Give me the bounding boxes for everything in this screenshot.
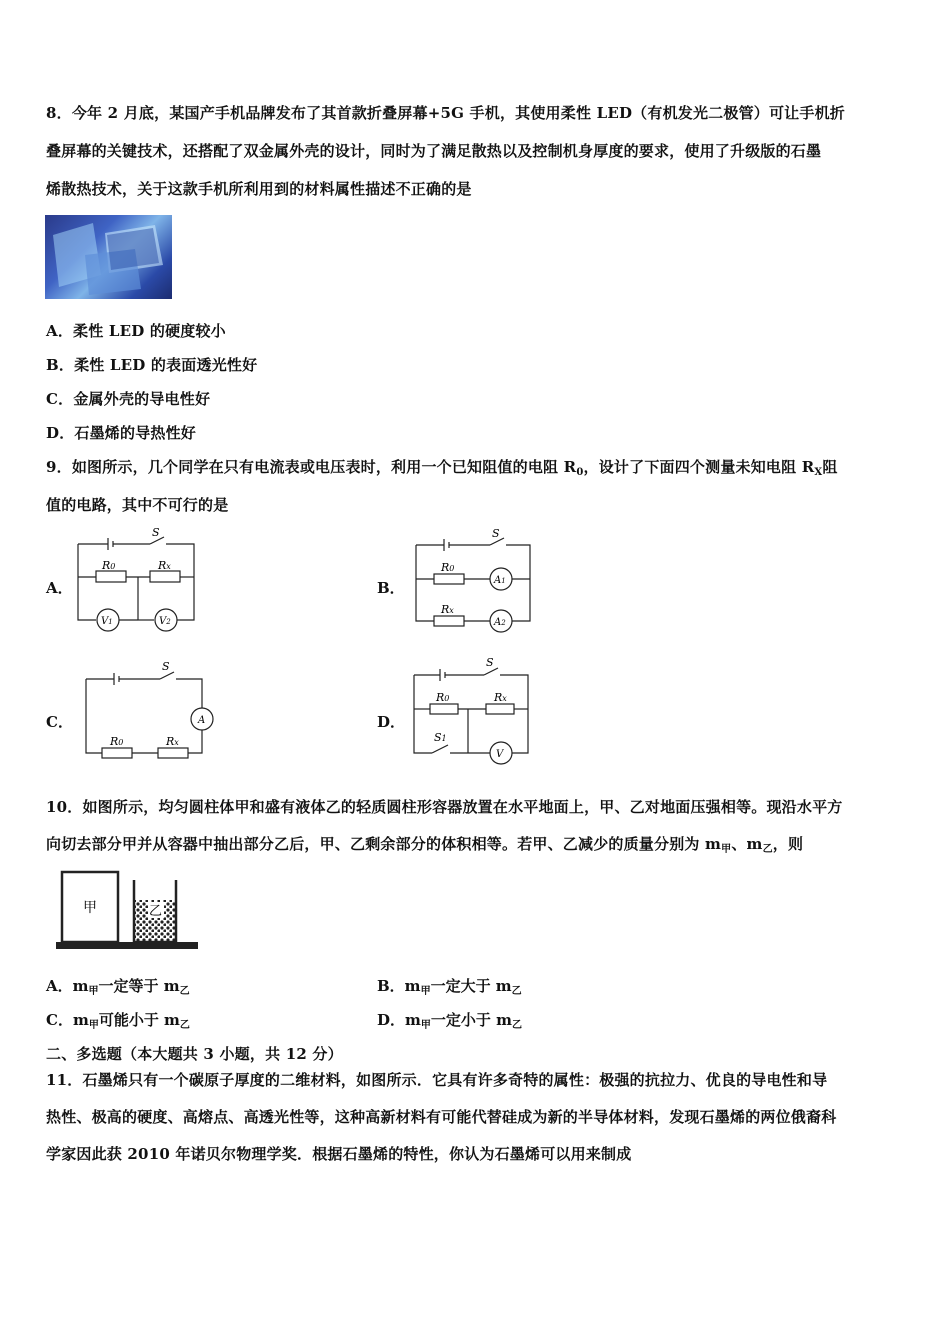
svg-text:Rx: Rx (441, 603, 454, 616)
resistor-rx (486, 704, 514, 714)
svg-text:乙: 乙 (149, 904, 163, 919)
svg-text:Rx: Rx (158, 559, 171, 572)
svg-text:Rx: Rx (494, 691, 507, 704)
section-2-header: 二、多选题（本大题共 3 小题，共 12 分） (46, 1045, 343, 1063)
circuit-a-diagram (72, 522, 202, 634)
resistor-rx (434, 616, 464, 626)
svg-text:A1: A1 (494, 575, 506, 586)
q8-option-b: B．柔性 LED 的表面透光性好 (46, 356, 258, 374)
svg-text:R0: R0 (436, 691, 450, 704)
svg-text:V1: V1 (101, 616, 113, 627)
q8-line-2: 叠屏幕的关键技术，还搭配了双金属外壳的设计，同时为了满足散热以及控制机身厚度的要求，使用了升级版的石墨 (46, 142, 822, 160)
resistor-r0 (430, 704, 458, 714)
svg-text:S: S (486, 656, 494, 669)
resistor-rx (158, 748, 188, 758)
resistor-r0 (96, 571, 126, 582)
q10-option-c: C．$m_甲$可能小于 $m_乙$ (46, 1011, 190, 1031)
circuit-c-label: C． (46, 713, 73, 731)
q10-line-1: 10．如图所示，均匀圆柱体甲和盛有液体乙的轻质圆柱形容器放置在水平地面上，甲、乙对地面压强相等。现沿水平方 (46, 798, 843, 816)
foldable-phone-image (45, 215, 172, 299)
circuit-c-diagram (80, 657, 220, 765)
q9-line-2: 值的电路，其中不可行的是 (46, 496, 229, 514)
resistor-rx (150, 571, 180, 582)
circuit-b-label: B． (377, 579, 405, 597)
ground (56, 942, 198, 949)
q8-option-d: D．石墨烯的导热性好 (46, 424, 197, 442)
q8-line-1: 8．今年 2 月底，某国产手机品牌发布了其首款折叠屏幕+5G 手机，其使用柔性 LED（有机发光二极管）可让手机折 (46, 104, 845, 122)
circuit-b-diagram (408, 525, 540, 633)
svg-text:A2: A2 (494, 617, 506, 628)
q8-option-a: A．柔性 LED 的硬度较小 (46, 322, 226, 340)
svg-text:A: A (198, 715, 206, 726)
cylinder-container-figure (52, 866, 204, 952)
q10-option-a: A．$m_甲$一定等于 $m_乙$ (46, 977, 190, 997)
circuit-a-label: A． (46, 579, 73, 597)
q10-option-d: D．$m_甲$一定小于 $m_乙$ (377, 1011, 522, 1031)
q8-line-3: 烯散热技术，关于这款手机所利用到的材料属性描述不正确的是 (46, 180, 472, 198)
svg-text:甲: 甲 (83, 900, 97, 916)
q10-option-b: B．$m_甲$一定大于 $m_乙$ (377, 977, 522, 997)
svg-text:S: S (162, 660, 170, 673)
resistor-r0 (102, 748, 132, 758)
svg-text:V: V (496, 749, 504, 760)
q8-option-c: C．金属外壳的导电性好 (46, 390, 211, 408)
q11-line-3: 学家因此获 2010 年诺贝尔物理学奖．根据石墨烯的特性，你认为石墨烯可以用来制成 (46, 1145, 632, 1163)
q10-line-2: 向切去部分甲并从容器中抽出部分乙后，甲、乙剩余部分的体积相等。若甲、乙减少的质量分别为 $m_甲$、$m_乙$，则 (46, 835, 804, 855)
q11-line-2: 热性、极高的硬度、高熔点、高透光性等，这种高新材料有可能代替硅成为新的半导体材料，发现石墨烯的两位俄裔科 (46, 1108, 837, 1126)
svg-text:R0: R0 (441, 561, 455, 574)
svg-text:S: S (492, 527, 500, 540)
circuit-d-diagram (406, 655, 538, 767)
q9-line-1: 9．如图所示，几个同学在只有电流表或电压表时，利用一个已知阻值的电阻 $R_0$，设计了下面四个测量未知电阻 $R_X$阻 (46, 458, 838, 478)
circuit-d-label: D． (377, 713, 406, 731)
resistor-r0 (434, 574, 464, 584)
svg-text:V2: V2 (159, 616, 171, 627)
svg-text:R0: R0 (102, 559, 116, 572)
svg-text:Rx: Rx (166, 735, 179, 748)
svg-text:S1: S1 (434, 731, 447, 744)
q11-line-1: 11．石墨烯只有一个碳原子厚度的二维材料，如图所示．它具有许多奇特的属性：极强的抗拉力、优良的导电性和导 (46, 1071, 828, 1089)
svg-text:R0: R0 (110, 735, 124, 748)
svg-text:S: S (152, 526, 160, 539)
